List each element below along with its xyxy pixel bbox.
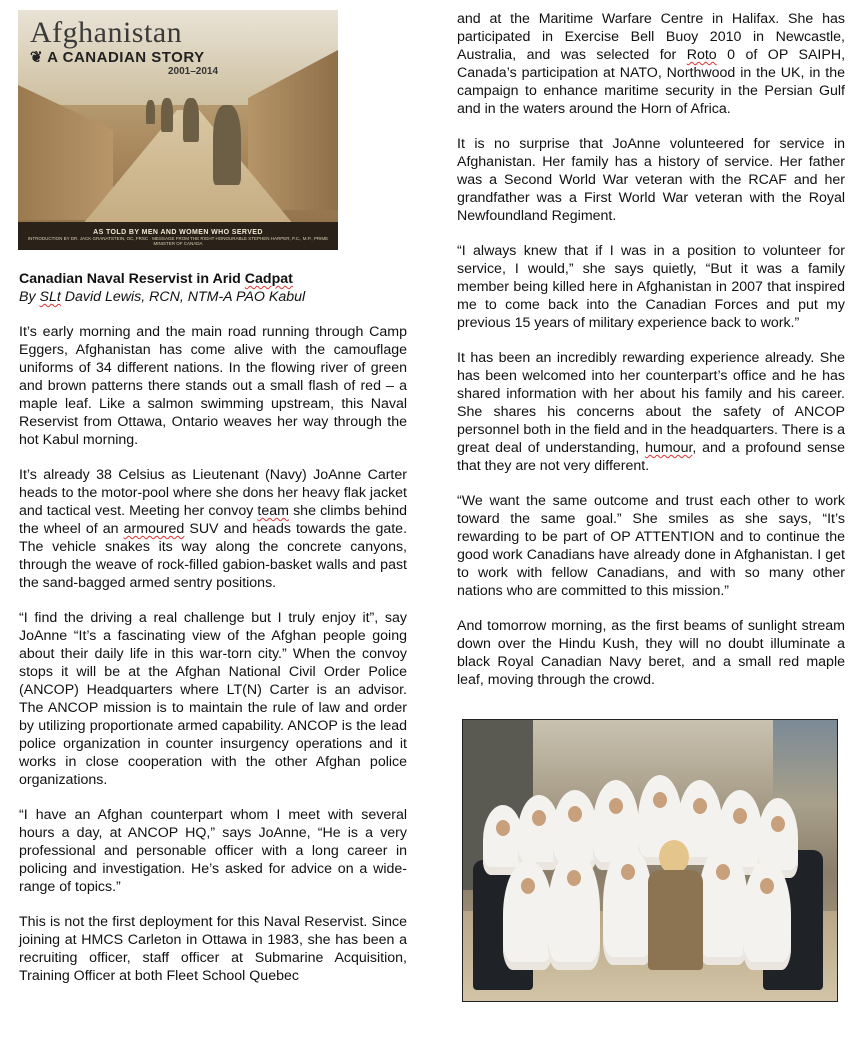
group-photo	[462, 719, 838, 1002]
article-right-column	[457, 10, 845, 706]
cover-credits: INTRODUCTION BY DR. JACK GRANATSTEIN, OC, FRSC · MESSAGE FROM THE RIGHT HONOURABLE STEPHEN HARPER, P.C., M.P., PRIME MINISTER OF CANADA	[27, 236, 329, 246]
paragraph: It has been an incredibly rewarding experience already. She has been welcomed into her counterpart’s office and he has shared information with her about his family and his career. She shares his concerns about the safety of ANCOP personnel both in the field and in the headquarters. There is a great deal of understanding, humour, and a profound sense that they are not very different.	[457, 350, 845, 474]
cover-tagline: AS TOLD BY MEN AND WOMEN WHO SERVED	[93, 229, 263, 236]
article-left-column	[19, 270, 407, 1002]
paragraph: And tomorrow morning, as the first beams of sunlight stream down over the Hindu Kush, they will no doubt illuminate a black Royal Canadian Navy beret, and a small red maple leaf, moving through the crowd.	[457, 618, 845, 688]
article-byline: By SLt David Lewis, RCN, NTM-A PAO Kabul	[19, 289, 306, 305]
cover-title: Afghanistan	[30, 16, 183, 49]
paragraph: It’s early morning and the main road running through Camp Eggers, Afghanistan has come alive with the camouflage uniforms of 34 different nations. In the flowing river of green and brown patterns there stands out a small flash of red – a maple leaf. Like a salmon swimming upstream, this Naval Reservist from Ottawa, Ontario weaves her way through the hot Kabul morning.	[19, 324, 407, 448]
paragraph: “I have an Afghan counterpart whom I meet with several hours a day, at ANCOP HQ,” says JoAnne, “He is a very professional and personable officer with a long career in policing and investigation. He’s asked for advice on a wide-range of topics.”	[19, 807, 407, 895]
cover-band	[18, 222, 338, 250]
paragraph: This is not the first deployment for this Naval Reservist. Since joining at HMCS Carleton in Ottawa in 1983, she has been a recruiting officer, staff officer at Submarine Acquisition, Training Officer at both Fleet School Quebec	[19, 914, 407, 984]
article-title: Canadian Naval Reservist in Arid Cadpat	[19, 271, 293, 287]
paragraph: It’s already 38 Celsius as Lieutenant (Navy) JoAnne Carter heads to the motor-pool where she dons her heavy flak jacket and tactical vest. Meeting her convoy team she climbs behind the wheel of an armoured SUV and heads towards the gate. The vehicle snakes its way along the concrete canyons, through the weave of rock-filled gabion-basket walls and past the sand-bagged armed sentry positions.	[19, 467, 408, 591]
book-cover-image	[18, 10, 338, 250]
paragraph: “I always knew that if I was in a position to volunteer for service, I would,” she says quietly, “But it was a family member being killed here in Afghanistan in 2007 that inspired me to come back into the Canadian Forces and put my previous 15 years of military experience back to work.”	[457, 243, 845, 331]
paragraph: “We want the same outcome and trust each other to work toward the same goal.” She smiles as she says, “It’s rewarding to be part of OP ATTENTION and to continue the good work Canadians have already done in Afghanistan. I get to work with fellow Canadians, and with so many other nations who are committed to this mission.”	[457, 493, 845, 599]
cover-years: 2001–2014	[168, 66, 219, 77]
paragraph: It is no surprise that JoAnne volunteered for service in Afghanistan. Her family has a history of service. Her father was a Second World War veteran with the RCAF and her grandfather was a First World War veteran with the Royal Newfoundland Regiment.	[457, 136, 845, 224]
cover-subtitle: ❦ A CANADIAN STORY	[30, 49, 205, 66]
paragraph: “I find the driving a real challenge but I truly enjoy it”, say JoAnne “It’s a fascinating view of the Afghan people going about their daily life in this war-torn city.” When the convoy stops it will be at the Afghan National Civil Order Police (ANCOP) Headquarters where LT(N) Carter is an advisor. The ANCOP mission is to maintain the rule of law and order by utilizing proportionate armed capability. ANCOP is the lead police organization in counter insurgency operations and it works in close cooperation with the other Afghan police organizations.	[19, 610, 407, 788]
paragraph: and at the Maritime Warfare Centre in Halifax. She has participated in Exercise Bell Buoy 2010 in Newcastle, Australia, and was selected for Roto 0 of OP SAIPH, Canada’s participation at NATO, Northwood in the UK, in the campaign to enhance maritime security in the Persian Gulf and in the waters around the Horn of Africa.	[457, 11, 846, 117]
